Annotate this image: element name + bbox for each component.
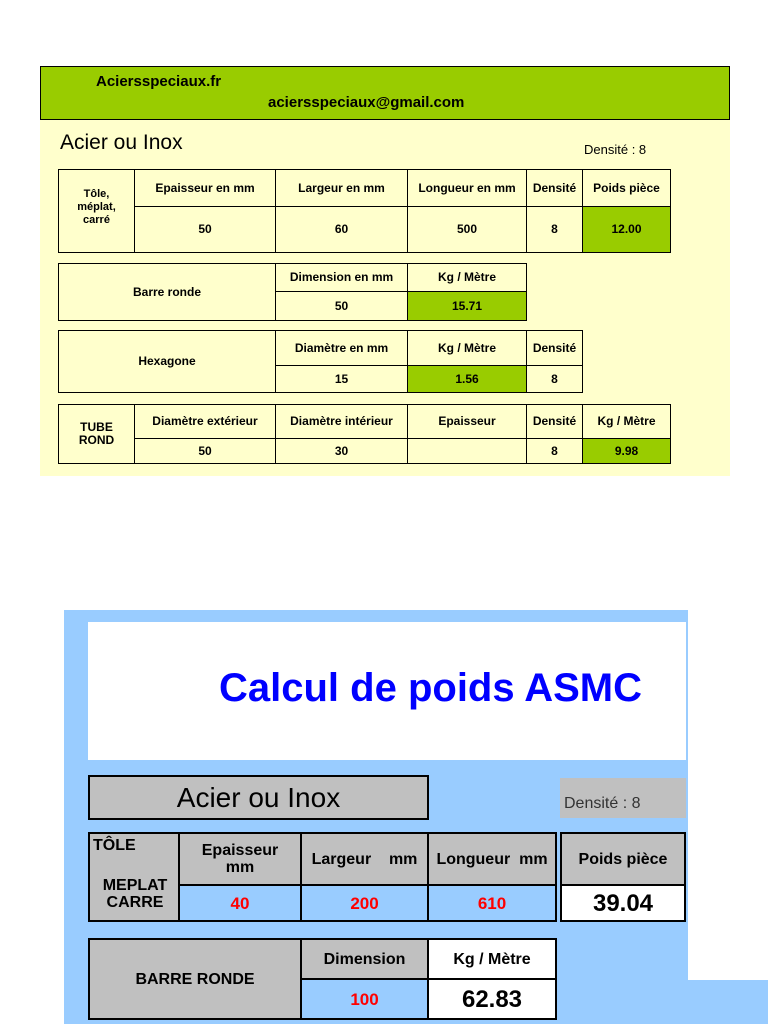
tube-diam-ext-input[interactable]: 50 <box>134 438 276 464</box>
hexagone-densite-input[interactable]: 8 <box>526 365 583 393</box>
bottom-tole-header-largeur: Largeur mm <box>300 832 429 886</box>
tole-epaisseur-input[interactable]: 50 <box>134 206 276 253</box>
tube-diam-int-input[interactable]: 30 <box>275 438 408 464</box>
tole-densite-input[interactable]: 8 <box>526 206 583 253</box>
tube-densite-input[interactable]: 8 <box>526 438 583 464</box>
barre-dimension-input[interactable]: 50 <box>275 291 408 321</box>
tole-header-longueur: Longueur en mm <box>407 169 527 207</box>
tube-row-label: TUBE ROND <box>58 404 135 464</box>
bottom-tole-header-poids: Poids pièce <box>560 832 686 886</box>
tube-epaisseur-input[interactable] <box>407 438 527 464</box>
tole-row-label: Tôle, méplat, carré <box>58 169 135 253</box>
tole-poids-result: 12.00 <box>582 206 671 253</box>
barre-kg-result: 15.71 <box>407 291 527 321</box>
tole-longueur-input[interactable]: 500 <box>407 206 527 253</box>
bottom-section-title: Acier ou Inox <box>88 775 429 820</box>
bottom-tole-label-bottom: MEPLAT CARRE <box>102 877 168 911</box>
bottom-tole-epaisseur-input[interactable]: 40 <box>178 884 302 922</box>
barre-row-label: Barre ronde <box>58 263 276 321</box>
site-name: Aciersspeciaux.fr <box>96 73 222 90</box>
tube-header-diam-int: Diamètre intérieur <box>275 404 408 439</box>
bottom-tole-longueur-input[interactable]: 610 <box>427 884 557 922</box>
bottom-tole-header-epaisseur: Epaisseur mm <box>178 832 302 886</box>
tube-kg-result: 9.98 <box>582 438 671 464</box>
bottom-barre-header-dimension: Dimension <box>300 938 429 980</box>
hexagone-header-densite: Densité <box>526 330 583 366</box>
bottom-density-label: Densité : 8 <box>564 795 641 812</box>
hexagone-kg-result: 1.56 <box>407 365 527 393</box>
bottom-tole-header-longueur: Longueur mm <box>427 832 557 886</box>
tube-header-diam-ext: Diamètre extérieur <box>134 404 276 439</box>
bottom-barre-dimension-input[interactable]: 100 <box>300 978 429 1020</box>
calculator-title: Calcul de poids ASMC <box>219 666 643 710</box>
bottom-barre-kg-result: 62.83 <box>427 978 557 1020</box>
bottom-barre-label: BARRE RONDE <box>88 938 302 1020</box>
hexagone-header-kg: Kg / Mètre <box>407 330 527 366</box>
top-section-title: Acier ou Inox <box>60 131 183 154</box>
tole-header-epaisseur: Epaisseur en mm <box>134 169 276 207</box>
tube-header-densite: Densité <box>526 404 583 439</box>
hexagone-header-diametre: Diamètre en mm <box>275 330 408 366</box>
tole-header-largeur: Largeur en mm <box>275 169 408 207</box>
bottom-sheet-edge <box>686 980 768 1024</box>
bottom-tole-label-top: TÔLE <box>93 837 136 854</box>
bottom-tole-poids-result: 39.04 <box>560 884 686 922</box>
barre-header-dimension: Dimension en mm <box>275 263 408 292</box>
hexagone-row-label: Hexagone <box>58 330 276 393</box>
bottom-tole-largeur-input[interactable]: 200 <box>300 884 429 922</box>
hexagone-diametre-input[interactable]: 15 <box>275 365 408 393</box>
bottom-barre-header-kg: Kg / Mètre <box>427 938 557 980</box>
contact-email: aciersspeciaux@gmail.com <box>268 94 465 111</box>
tole-largeur-input[interactable]: 60 <box>275 206 408 253</box>
barre-header-kg: Kg / Mètre <box>407 263 527 292</box>
top-density-label: Densité : 8 <box>584 142 647 157</box>
tole-header-densite: Densité <box>526 169 583 207</box>
tube-header-kg: Kg / Mètre <box>582 404 671 439</box>
tole-header-poids: Poids pièce <box>582 169 671 207</box>
tube-header-epaisseur: Epaisseur <box>407 404 527 439</box>
